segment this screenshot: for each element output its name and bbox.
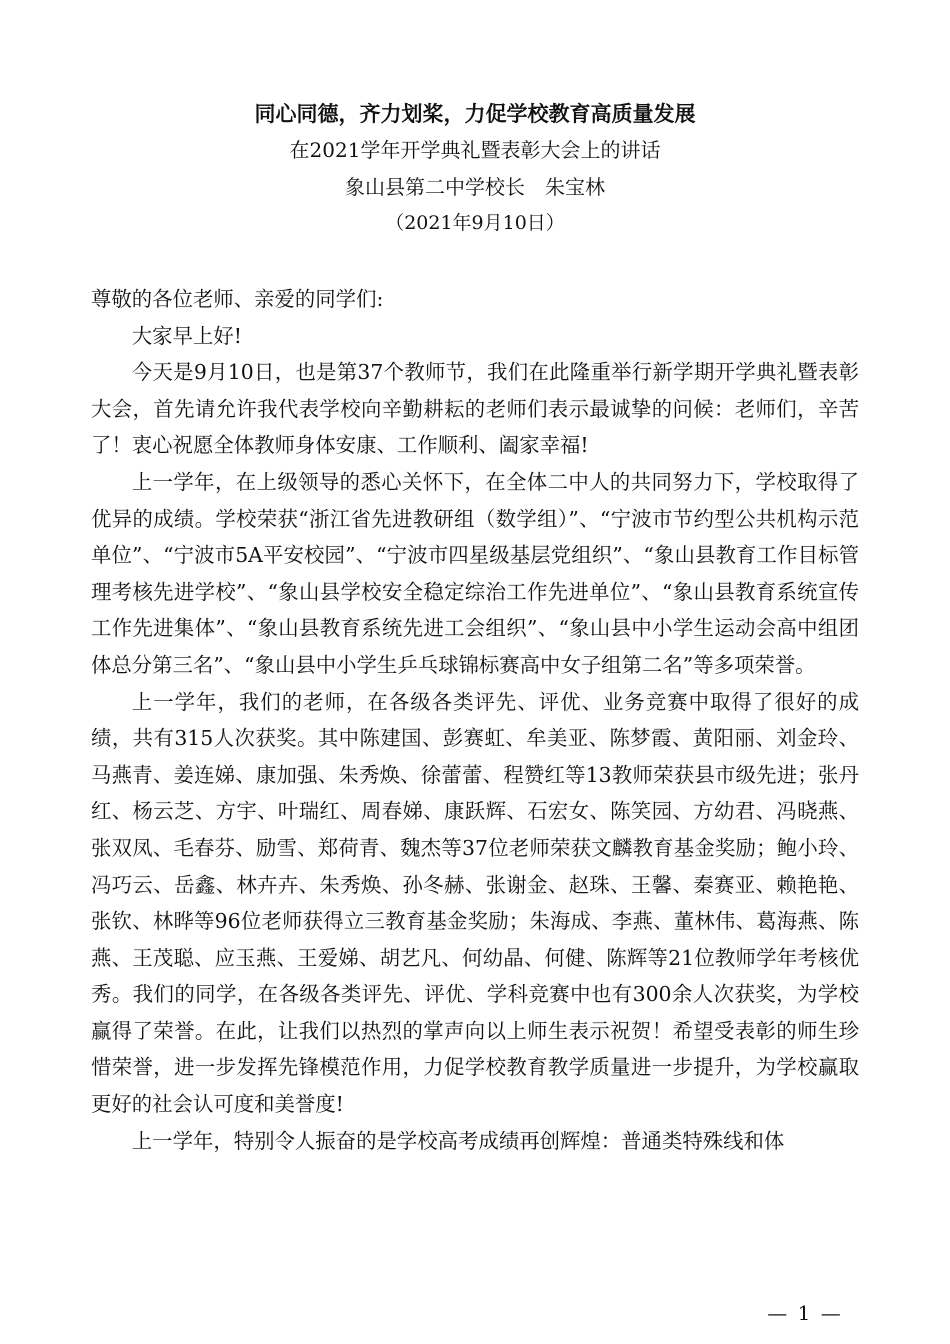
document-subtitle: 在2021学年开学典礼暨表彰大会上的讲话 [289, 138, 661, 162]
document-body [91, 281, 859, 1159]
document-author: 象山县第二中学校长 朱宝林 [345, 175, 605, 199]
paragraph: 今天是9月10日，也是第37个教师节，我们在此隆重举行新学期开学典礼暨表彰大会，首先请允许我代表学校向辛勤耕耘的老师们表示最诚挚的问候：老师们，辛苦了！衷心祝愿全体教师身体安康、工作顺利、阖家幸福! [91, 360, 859, 458]
document-date: （2021年9月10日） [385, 212, 565, 234]
document-title: 同心同德，齐力划桨，力促学校教育高质量发展 [254, 101, 696, 126]
paragraph: 上一学年，我们的老师，在各级各类评先、评优、业务竞赛中取得了很好的成绩，共有315人次获奖。其中陈建国、彭赛虹、牟美亚、陈梦霞、黄阳丽、刘金玲、马燕青、姜连娣、康加强、朱秀焕、徐蕾蕾、程赞红等13教师荣获县市级先进；张丹红、杨云芝、方宇、叶瑞红、周春娣、康跃辉、石宏女、陈笑园、方幼君、冯晓燕、张双凤、毛春芬、励雪、郑荷青、魏杰等37位老师荣获文麟教育基金奖励；鲍小玲、冯巧云、岳鑫、林卉卉、朱秀焕、孙冬赫、张谢金、赵珠、王馨、秦赛亚、赖艳艳、张钦、林晔等96位老师获得立三教育基金奖励；朱海成、李燕、董林伟、葛海燕、陈燕、王茂聪、应玉燕、王爱娣、胡艺凡、何幼晶、何健、陈辉等21位教师学年考核优秀。我们的同学，在各级各类评先、评优、学科竞赛中也有300余人次获奖，为学校赢得了荣誉。在此，让我们以热烈的掌声向以上师生表示祝贺！希望受表彰的师生珍惜荣誉，进一步发挥先锋模范作用，力促学校教育教学质量进一步提升，为学校赢取更好的社会认可度和美誉度! [91, 689, 859, 1117]
page-number: — 1 — [767, 1301, 843, 1325]
paragraph: 上一学年，特别令人振奋的是学校高考成绩再创辉煌：普通类特殊线和体 [131, 1128, 785, 1153]
paragraph: 上一学年，在上级领导的悉心关怀下，在全体二中人的共同努力下，学校取得了优异的成绩。学校荣获“浙江省先进教研组（数学组）”、“宁波市节约型公共机构示范单位”、“宁波市5A平安校园”、“宁波市四星级基层党组织”、“象山县教育工作目标管理考核先进学校”、“象山县学校安全稳定综治工作先进单位”、“象山县教育系统宣传工作先进集体”、“象山县教育系统先进工会组织”、“象山县中小学生运动会高中组团体总分第三名”、“象山县中小学生乒乓球锦标赛高中女子组第二名”等多项荣誉。 [91, 469, 859, 677]
greeting: 尊敬的各位老师、亲爱的同学们: [91, 287, 384, 311]
paragraph: 大家早上好! [131, 323, 242, 348]
